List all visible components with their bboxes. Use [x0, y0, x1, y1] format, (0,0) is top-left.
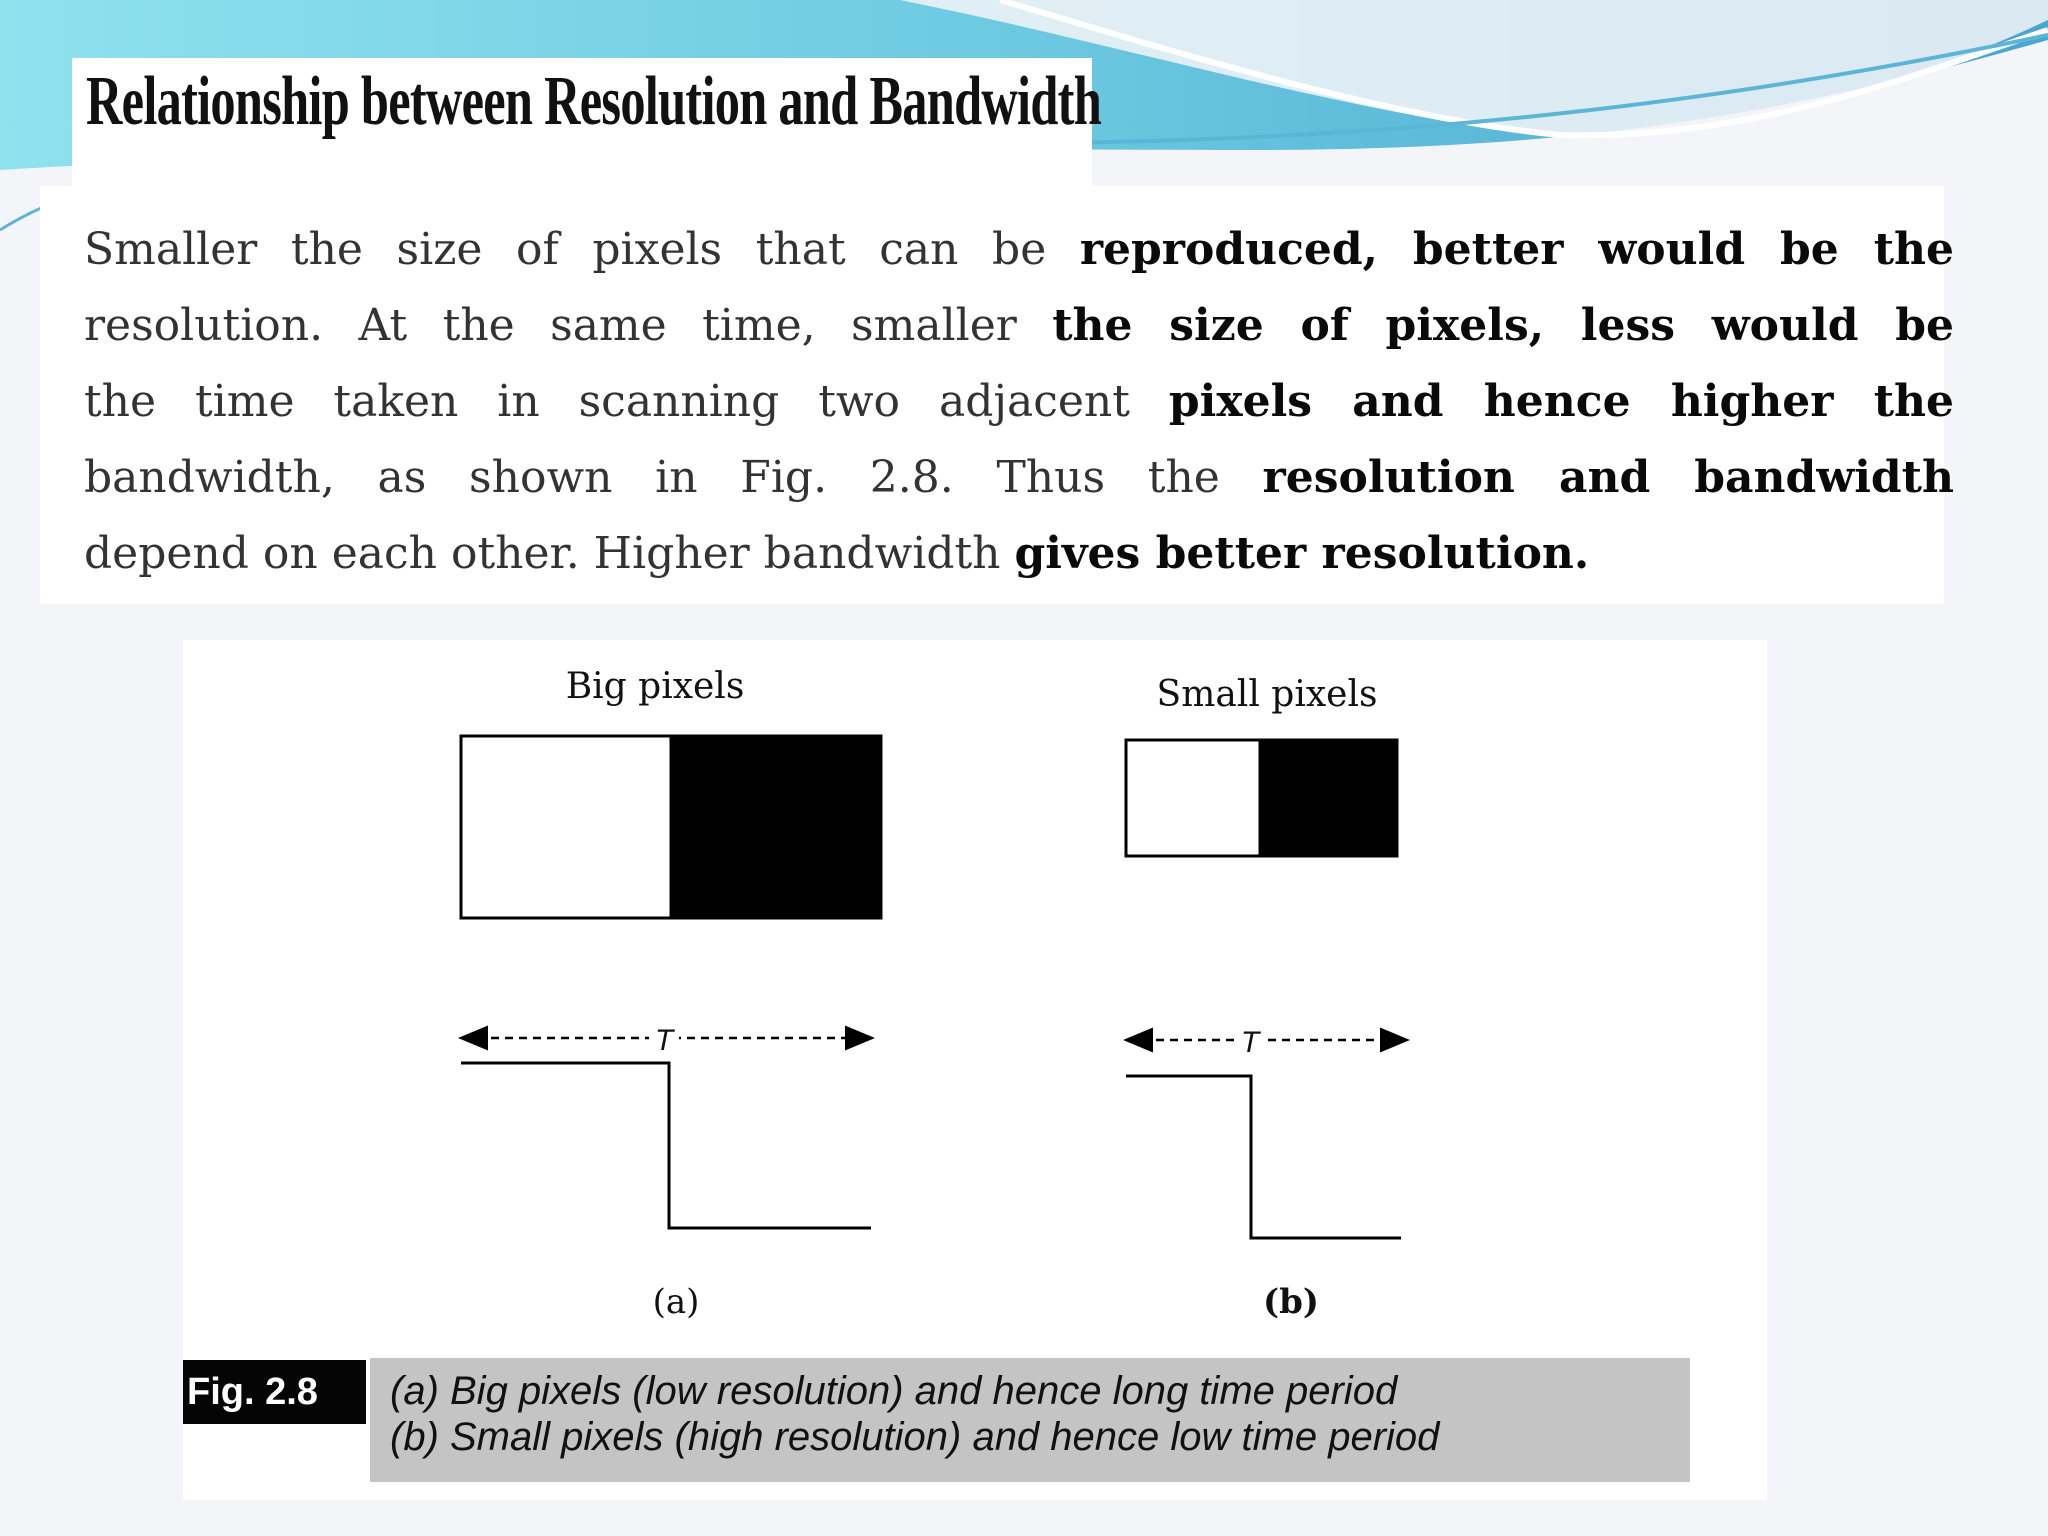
panel-a-label: (a): [652, 1282, 700, 1322]
small-pixel-black: [1260, 740, 1397, 856]
panel-a: [461, 666, 881, 1322]
panel-b: [1126, 674, 1405, 1322]
period-label-a: T: [654, 1024, 674, 1057]
figure-diagram: [183, 640, 1767, 1360]
plain-text: bandwidth, as shown in Fig. 2.8. Thus the: [84, 452, 1263, 503]
paragraph-line: [84, 364, 1954, 440]
big-pixel-black: [671, 736, 881, 918]
plain-text: Smaller the size of pixels that can be: [84, 224, 1080, 275]
bold-text: pixels and hence higher the: [1168, 376, 1955, 427]
paragraph: [84, 212, 1954, 592]
caption-line-b: (b) Small pixels (high resolution) and hence low time period: [390, 1415, 1440, 1459]
caption-line-a: (a) Big pixels (low resolution) and hence long time period: [390, 1369, 1398, 1413]
bold-text: the size of pixels, less would be: [1052, 300, 1954, 351]
plain-text: resolution. At the same time, smaller: [84, 300, 1053, 351]
title-box: [72, 58, 1102, 186]
paragraph-line: [84, 212, 1954, 288]
bold-text: gives better resolution.: [1014, 528, 1590, 579]
small-pixel-white: [1126, 740, 1260, 856]
big-pixel-white: [461, 736, 671, 918]
signal-waveform-b: [1126, 1076, 1401, 1238]
plain-text: depend on each other. Higher bandwidth: [84, 528, 1015, 579]
slide-title: Relationship between Resolution and Bandwidth: [86, 63, 1102, 140]
figure-number-label: Fig. 2.8: [183, 1360, 366, 1424]
paragraph-line: [84, 288, 1954, 364]
plain-text: the time taken in scanning two adjacent: [84, 376, 1169, 427]
panel-b-heading: Small pixels: [1156, 674, 1378, 715]
period-label-b: T: [1240, 1026, 1260, 1059]
paragraph-box: [40, 186, 1955, 604]
bold-text: resolution and bandwidth: [1262, 452, 1954, 503]
paragraph-line: [84, 440, 1954, 516]
figure-caption: [370, 1358, 1690, 1482]
paragraph-line: [84, 516, 1954, 592]
panel-b-label: (b): [1263, 1282, 1319, 1322]
bold-text: reproduced, better would be the: [1079, 224, 1954, 275]
panel-a-heading: Big pixels: [565, 666, 745, 707]
signal-waveform-a: [461, 1063, 871, 1228]
